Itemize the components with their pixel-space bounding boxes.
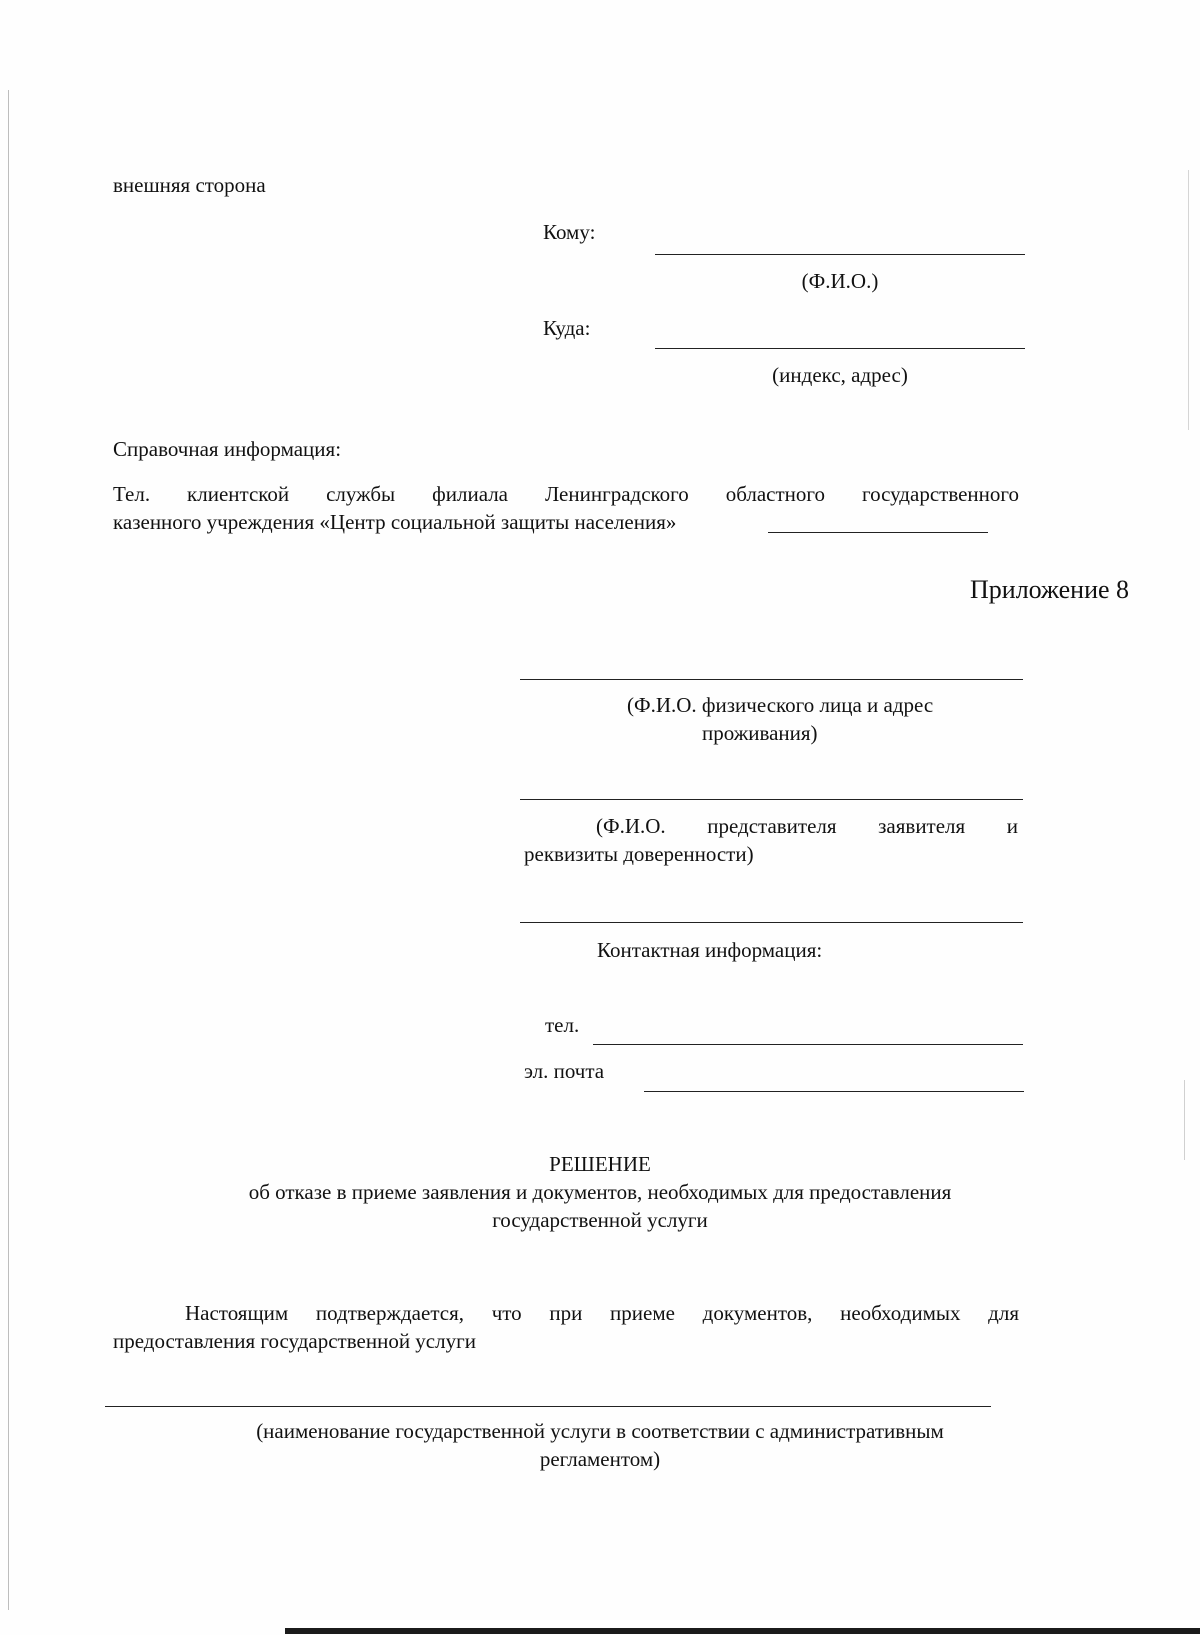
service-hint-line-2: регламентом) (539, 1447, 661, 1471)
scan-edge-mark (8, 90, 9, 1610)
appendix-label: Приложение 8 (970, 575, 1130, 604)
to-label: Кому: (543, 220, 596, 244)
email-fill-line[interactable] (644, 1091, 1024, 1092)
where-label: Куда: (543, 316, 591, 340)
representative-hint-line-2: реквизиты доверенности) (524, 842, 754, 866)
decision-subtitle-line-1: об отказе в приеме заявления и документов, необходимых для предоставления (248, 1180, 952, 1204)
person-fill-line[interactable] (520, 679, 1023, 680)
reference-heading: Справочная информация: (113, 437, 342, 461)
where-hint: (индекс, адрес) (772, 363, 908, 387)
to-hint: (Ф.И.О.) (801, 269, 879, 293)
contact-fill-line[interactable] (520, 922, 1023, 923)
to-fill-line[interactable] (655, 254, 1025, 255)
service-name-fill-line[interactable] (105, 1406, 991, 1407)
scan-edge-mark-right (1188, 170, 1189, 430)
decision-body-line-2: предоставления государственной услуги (113, 1329, 476, 1353)
scan-bottom-strip (285, 1628, 1200, 1634)
representative-fill-line[interactable] (520, 799, 1023, 800)
decision-subtitle-line-2: государственной услуги (492, 1208, 708, 1232)
reference-phone-fill-line[interactable] (768, 532, 988, 533)
phone-label: тел. (545, 1013, 580, 1037)
contact-heading: Контактная информация: (597, 938, 823, 962)
representative-hint-line-1: (Ф.И.О. представителя заявителя и (596, 814, 1018, 838)
where-fill-line[interactable] (655, 348, 1025, 349)
decision-title: РЕШЕНИЕ (549, 1152, 651, 1176)
reference-phone-line-2: казенного учреждения «Центр социальной защиты населения» (113, 510, 677, 534)
person-hint-line-2: проживания) (702, 721, 818, 745)
phone-fill-line[interactable] (593, 1044, 1023, 1045)
scan-edge-mark-right-lower (1184, 1080, 1185, 1160)
reference-phone-line-1: Тел. клиентской службы филиала Ленинградского областного государственного (113, 482, 1019, 506)
email-label: эл. почта (524, 1059, 605, 1083)
envelope-side-label: внешняя сторона (113, 173, 266, 197)
decision-body-line-1: Настоящим подтверждается, что при приеме документов, необходимых для (185, 1301, 1019, 1325)
service-hint-line-1: (наименование государственной услуги в соответствии с административным (256, 1419, 944, 1443)
person-hint-line-1: (Ф.И.О. физического лица и адрес (627, 693, 934, 717)
